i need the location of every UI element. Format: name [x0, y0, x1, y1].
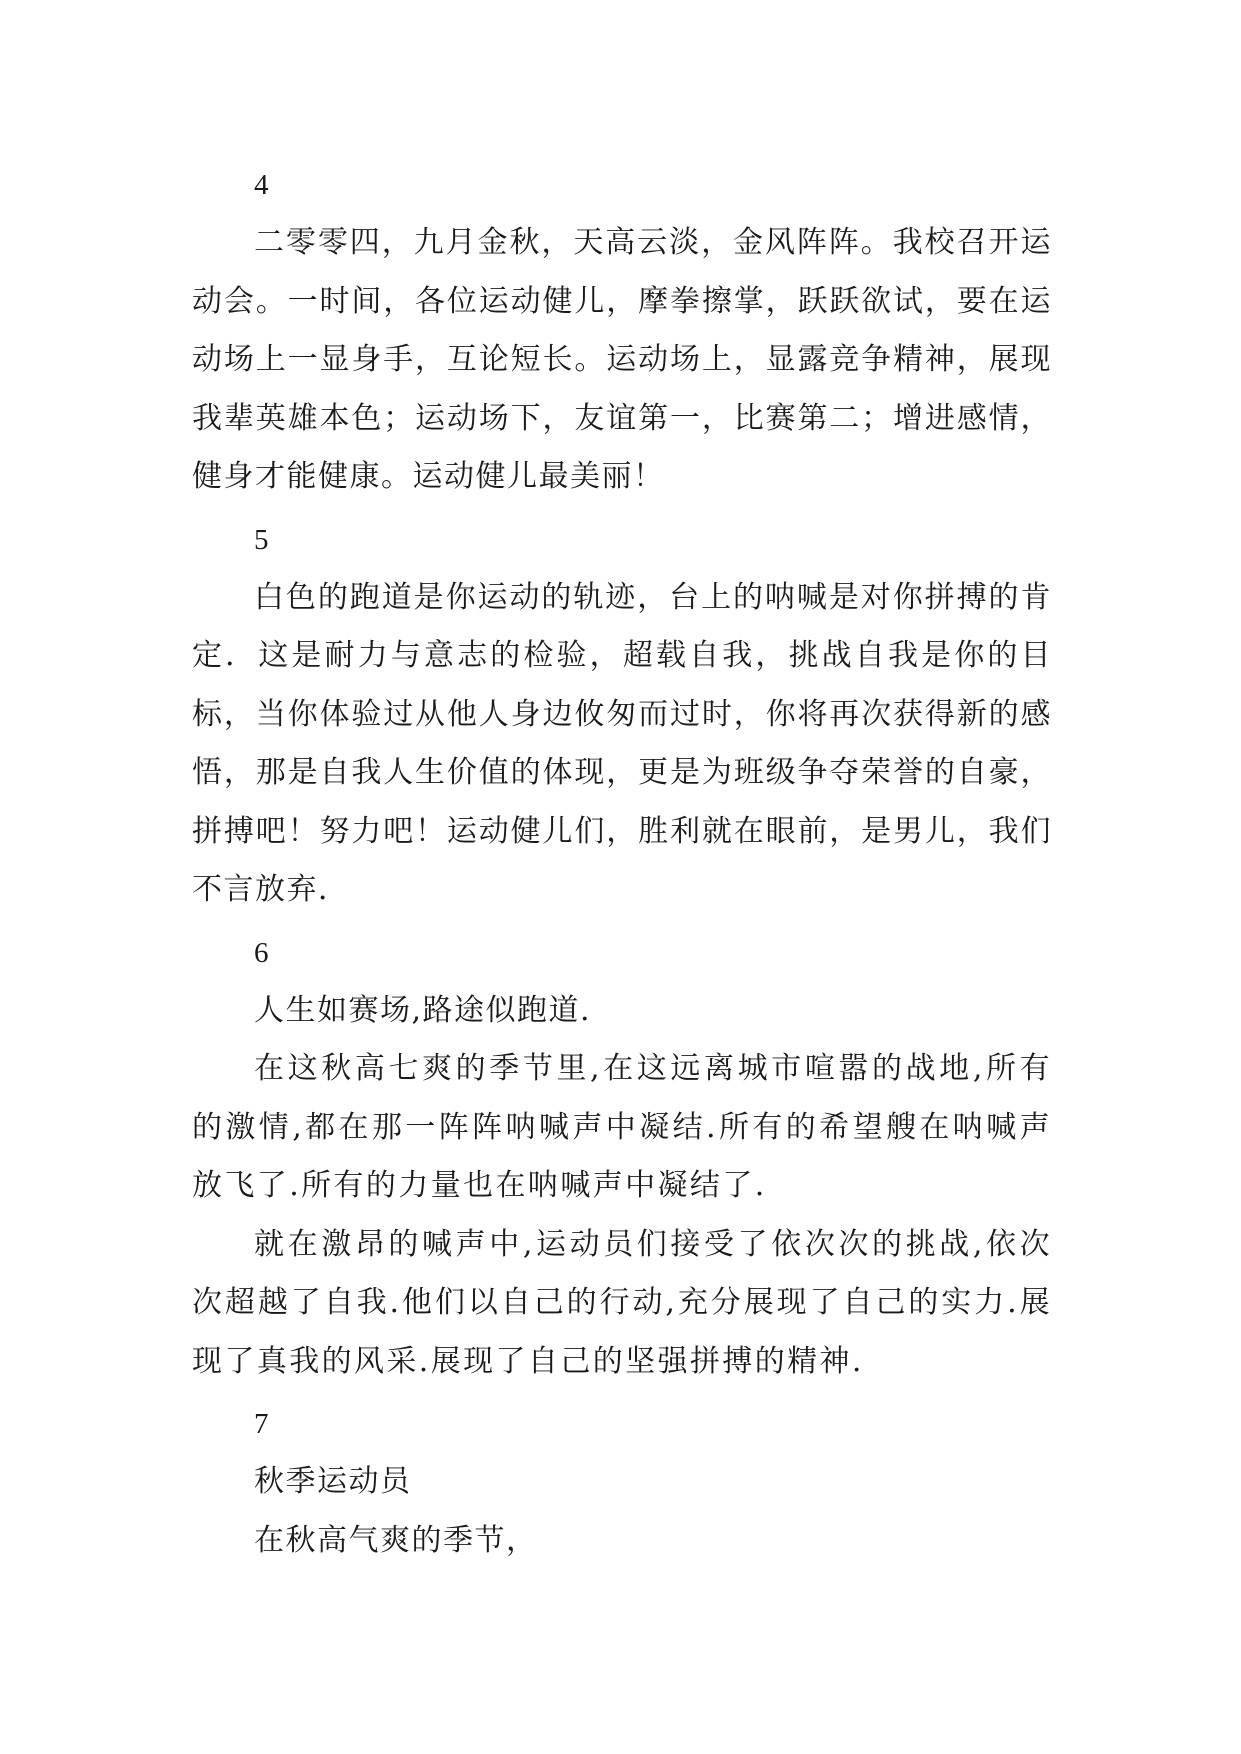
- paragraph: 在这秋高七爽的季节里,在这远离城市喧嚣的战地,所有的激情,都在那一阵阵呐喊声中凝结.所有的希望艘在呐喊声放飞了.所有的力量也在呐喊声中凝结了.: [192, 1051, 1052, 1203]
- paragraph: 秋季运动员: [254, 1464, 412, 1499]
- section-number: 4: [254, 169, 269, 201]
- document-page: [192, 156, 1052, 1570]
- paragraph: 就在激昂的喊声中,运动员们接受了依次次的挑战,依次次超越了自我.他们以自己的行动,充分展现了自己的实力.展现了真我的风采.展现了自己的坚强拼搏的精神.: [192, 1226, 1052, 1379]
- paragraph: 在秋高气爽的季节，: [254, 1522, 538, 1558]
- section-number: 5: [254, 523, 269, 556]
- paragraph: 白色的跑道是你运动的轨迹，台上的呐喊是对你拼搏的肯定．这是耐力与意志的检验，超载自我，挑战自我是你的目标，当你体验过从他人身边攸匆而过时，你将再次获得新的感悟，那是自我人生价值的体现，更是为班级争夺荣誉的自豪，拼搏吧！努力吧！运动健儿们，胜利就在眼前，是男儿，我们不言放弃．: [192, 579, 1052, 907]
- section-number: 6: [254, 936, 269, 969]
- section-number: 7: [254, 1408, 269, 1440]
- paragraph: 人生如赛场,路途似跑道.: [254, 992, 592, 1028]
- paragraph: 二零零四，九月金秋，天高云淡，金风阵阵。我校召开运动会。一时间，各位运动健儿，摩拳擦掌，跃跃欲试，要在运动场上一显身手，互论短长。运动场上，显露竞争精神，展现我辈英雄本色；运动场下，友谊第一，比赛第二；增进感情，健身才能健康。运动健儿最美丽！: [192, 225, 1052, 494]
